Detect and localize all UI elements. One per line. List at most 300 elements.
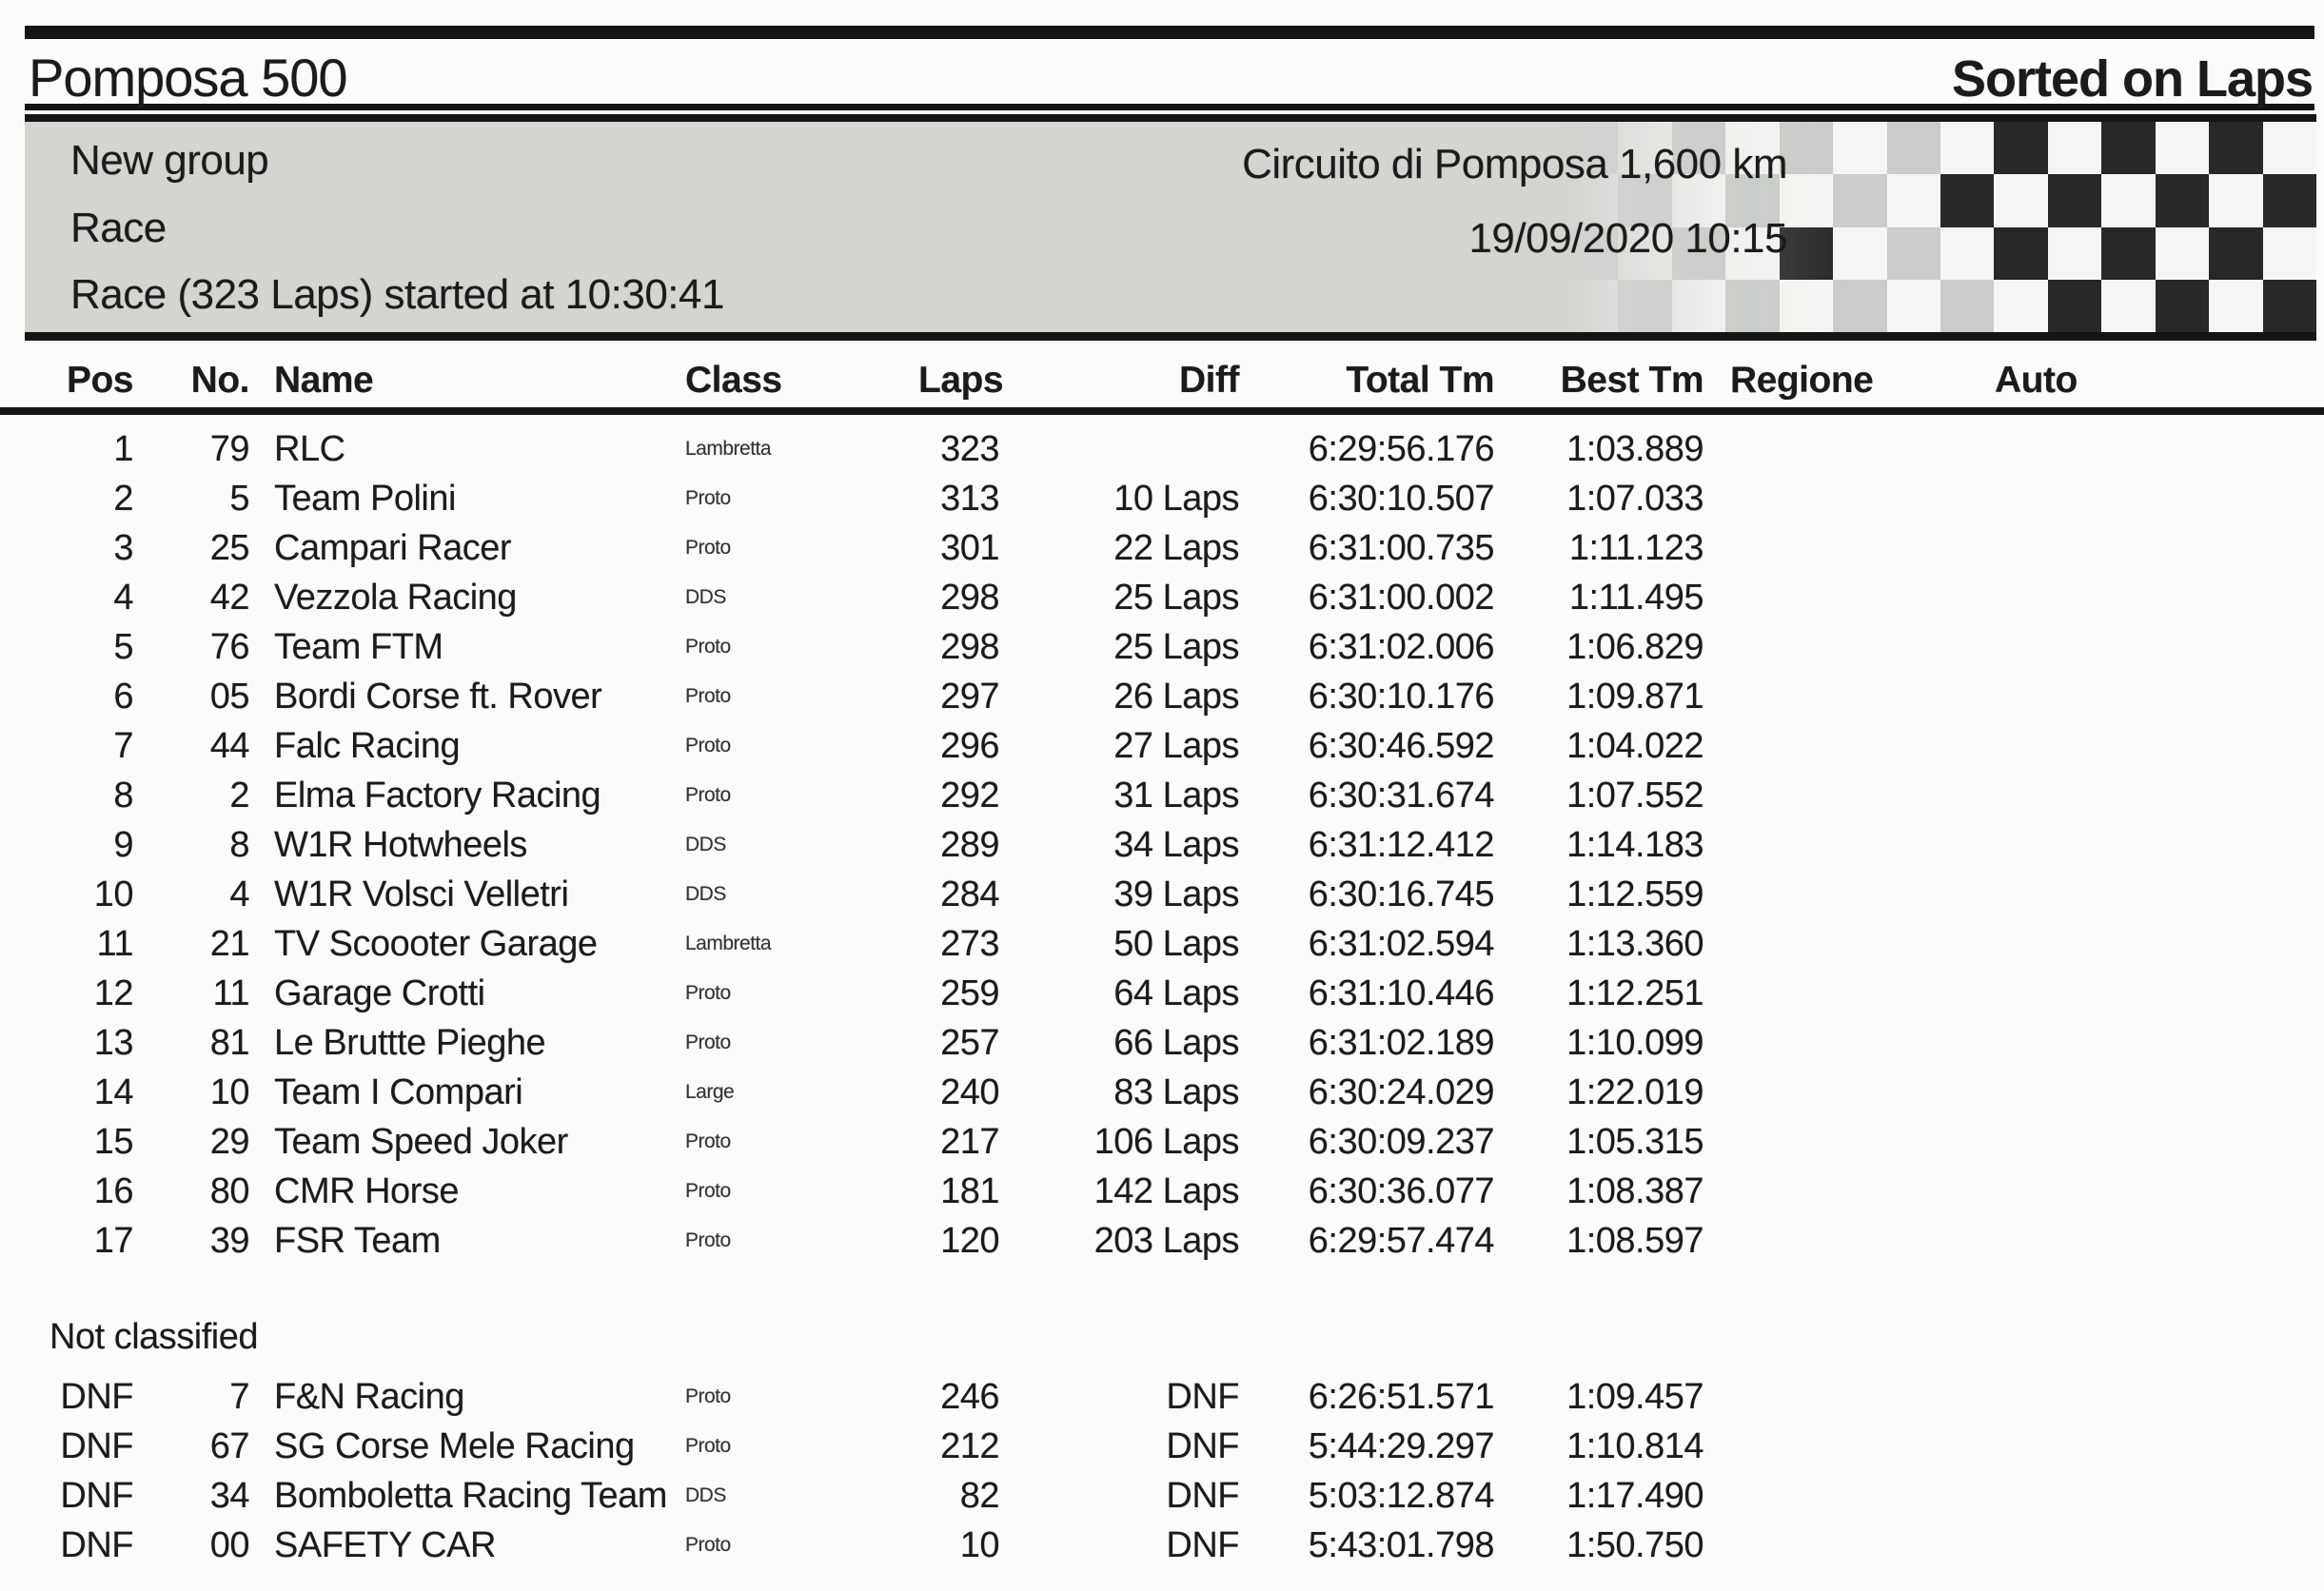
cell-total-tm: 6:29:57.474 — [1308, 1221, 1494, 1261]
cell-name: Team I Compari — [274, 1072, 523, 1112]
table-row — [0, 474, 2324, 523]
cell-laps: 181 — [940, 1171, 999, 1211]
checker-square — [1994, 122, 2047, 174]
table-row — [0, 771, 2324, 820]
cell-best-tm: 1:13.360 — [1566, 924, 1704, 964]
cell-class: Proto — [685, 1385, 731, 1407]
table-header-row — [0, 354, 2324, 415]
cell-pos: 2 — [113, 479, 133, 519]
circuit-info: Circuito di Pomposa 1,600 km — [1242, 141, 1787, 187]
checker-square — [2209, 174, 2262, 226]
cell-regione — [1704, 820, 1989, 870]
checker-square — [2156, 280, 2209, 332]
cell-total-tm: 6:30:36.077 — [1308, 1171, 1494, 1211]
cell-auto — [1989, 969, 2324, 1018]
checker-square — [2263, 122, 2316, 174]
cell-name: Falc Racing — [274, 726, 461, 766]
cell-regione — [1704, 474, 1989, 523]
cell-best-tm: 1:06.829 — [1566, 627, 1704, 667]
cell-class: Proto — [685, 636, 731, 658]
cell-laps: 246 — [940, 1377, 999, 1417]
cell-class: Proto — [685, 1180, 731, 1202]
table-row — [0, 573, 2324, 622]
checker-square — [1887, 122, 1940, 174]
cell-pos: 12 — [93, 973, 133, 1013]
checker-square — [1994, 174, 2047, 226]
cell-name: W1R Hotwheels — [274, 825, 527, 865]
table-row — [0, 1372, 2324, 1422]
col-header-pos: Pos — [66, 360, 133, 401]
cell-regione — [1704, 721, 1989, 771]
cell-laps: 296 — [940, 726, 999, 766]
cell-total-tm: 6:26:51.571 — [1308, 1377, 1494, 1417]
cell-best-tm: 1:08.597 — [1566, 1221, 1704, 1261]
checker-square — [1565, 280, 1618, 332]
table-row — [0, 622, 2324, 672]
checker-square — [1618, 280, 1671, 332]
cell-pos: DNF — [60, 1476, 133, 1516]
checker-square — [2209, 227, 2262, 280]
checker-square — [1887, 174, 1940, 226]
cell-auto — [1989, 1216, 2324, 1266]
cell-no: 79 — [209, 429, 249, 469]
cell-diff: 31 Laps — [1113, 776, 1239, 815]
cell-auto — [1989, 870, 2324, 919]
cell-laps: 82 — [959, 1476, 999, 1516]
checker-square — [1994, 227, 2047, 280]
cell-diff: 142 Laps — [1093, 1171, 1239, 1211]
cell-laps: 212 — [940, 1426, 999, 1466]
checker-square — [2209, 280, 2262, 332]
cell-best-tm: 1:11.495 — [1568, 578, 1704, 618]
cell-auto — [1989, 1018, 2324, 1068]
cell-name: Team Polini — [274, 479, 456, 519]
table-row — [0, 1471, 2324, 1521]
col-header-no-: No. — [190, 360, 249, 401]
cell-best-tm: 1:10.099 — [1566, 1023, 1704, 1063]
cell-total-tm: 5:03:12.874 — [1308, 1476, 1494, 1516]
cell-class: DDS — [685, 586, 726, 608]
cell-pos: 15 — [93, 1122, 133, 1162]
cell-diff: 106 Laps — [1093, 1122, 1239, 1162]
checker-square — [1940, 280, 1994, 332]
cell-auto — [1989, 1471, 2324, 1521]
cell-name: RLC — [274, 429, 345, 469]
cell-auto — [1989, 573, 2324, 622]
cell-pos: DNF — [60, 1525, 133, 1565]
cell-best-tm: 1:12.559 — [1566, 874, 1704, 914]
cell-class: Proto — [685, 487, 731, 509]
cell-name: Bordi Corse ft. Rover — [274, 677, 602, 717]
cell-pos: 3 — [113, 528, 133, 568]
cell-class: DDS — [685, 1484, 726, 1506]
cell-best-tm: 1:05.315 — [1566, 1122, 1704, 1162]
checker-square — [2048, 174, 2101, 226]
cell-auto — [1989, 919, 2324, 969]
cell-regione — [1704, 1521, 1989, 1570]
cell-no: 05 — [209, 677, 249, 717]
cell-laps: 240 — [940, 1072, 999, 1112]
checker-square — [1887, 280, 1940, 332]
cell-pos: 17 — [93, 1221, 133, 1261]
checker-square — [2209, 122, 2262, 174]
cell-regione — [1704, 969, 1989, 1018]
cell-regione — [1704, 424, 1989, 474]
checker-square — [1940, 122, 1994, 174]
cell-pos: 16 — [93, 1171, 133, 1211]
cell-best-tm: 1:11.123 — [1568, 528, 1704, 568]
col-header-auto: Auto — [1995, 360, 2078, 401]
cell-class: Lambretta — [685, 438, 772, 460]
cell-total-tm: 6:31:10.446 — [1308, 973, 1494, 1013]
cell-laps: 298 — [940, 578, 999, 618]
checker-square — [1672, 280, 1725, 332]
table-row — [0, 1018, 2324, 1068]
checker-square — [1833, 280, 1886, 332]
event-banner-left — [70, 137, 724, 319]
cell-no: 76 — [209, 627, 249, 667]
cell-auto — [1989, 721, 2324, 771]
cell-name: SAFETY CAR — [274, 1525, 496, 1565]
cell-class: DDS — [685, 883, 726, 905]
cell-best-tm: 1:07.033 — [1566, 479, 1704, 519]
cell-auto — [1989, 523, 2324, 573]
cell-regione — [1704, 622, 1989, 672]
checker-square — [1833, 122, 1886, 174]
cell-auto — [1989, 1068, 2324, 1117]
table-row — [0, 1521, 2324, 1570]
cell-no: 5 — [229, 479, 249, 519]
checker-square — [1833, 227, 1886, 280]
cell-regione — [1704, 1471, 1989, 1521]
cell-auto — [1989, 424, 2324, 474]
cell-diff: 22 Laps — [1113, 528, 1239, 568]
col-header-class: Class — [685, 360, 782, 401]
cell-pos: 13 — [93, 1023, 133, 1063]
cell-pos: 9 — [113, 825, 133, 865]
page-title: Pomposa 500 — [29, 48, 347, 108]
cell-diff: 66 Laps — [1113, 1023, 1239, 1063]
checker-square — [1780, 122, 1833, 174]
cell-no: 11 — [212, 973, 249, 1013]
cell-name: Le Bruttte Pieghe — [274, 1023, 546, 1063]
cell-regione — [1704, 1216, 1989, 1266]
cell-laps: 259 — [940, 973, 999, 1013]
checker-square — [2156, 174, 2209, 226]
cell-pos: 11 — [96, 924, 133, 964]
cell-diff: 50 Laps — [1113, 924, 1239, 964]
cell-regione — [1704, 870, 1989, 919]
cell-name: Team Speed Joker — [274, 1122, 568, 1162]
checker-square — [2263, 174, 2316, 226]
cell-class: Proto — [685, 1031, 731, 1053]
cell-regione — [1704, 1422, 1989, 1471]
cell-laps: 289 — [940, 825, 999, 865]
cell-best-tm: 1:03.889 — [1566, 429, 1704, 469]
cell-diff: DNF — [1166, 1525, 1239, 1565]
checker-square — [2048, 280, 2101, 332]
checker-square — [2101, 280, 2155, 332]
cell-no: 44 — [209, 726, 249, 766]
cell-laps: 257 — [940, 1023, 999, 1063]
cell-laps: 273 — [940, 924, 999, 964]
cell-total-tm: 6:31:02.006 — [1308, 627, 1494, 667]
cell-class: DDS — [685, 834, 726, 855]
cell-pos: 14 — [93, 1072, 133, 1112]
checker-square — [1725, 280, 1779, 332]
cell-regione — [1704, 573, 1989, 622]
cell-regione — [1704, 1117, 1989, 1167]
cell-regione — [1704, 1372, 1989, 1422]
cell-no: 67 — [209, 1426, 249, 1466]
cell-regione — [1704, 1068, 1989, 1117]
cell-no: 2 — [229, 776, 249, 815]
cell-laps: 323 — [940, 429, 999, 469]
cell-pos: 1 — [113, 429, 133, 469]
table-row — [0, 424, 2324, 474]
cell-total-tm: 6:30:10.507 — [1308, 479, 1494, 519]
col-header-laps: Laps — [918, 360, 1004, 401]
session-name: Race — [70, 204, 167, 251]
cell-diff: 203 Laps — [1093, 1221, 1239, 1261]
cell-laps: 301 — [940, 528, 999, 568]
cell-pos: DNF — [60, 1377, 133, 1417]
cell-diff: 39 Laps — [1113, 874, 1239, 914]
cell-auto — [1989, 672, 2324, 721]
cell-name: Garage Crotti — [274, 973, 485, 1013]
cell-auto — [1989, 1521, 2324, 1570]
cell-no: 00 — [209, 1525, 249, 1565]
cell-regione — [1704, 1167, 1989, 1216]
cell-pos: DNF — [60, 1426, 133, 1466]
cell-best-tm: 1:09.871 — [1566, 677, 1704, 717]
cell-laps: 217 — [940, 1122, 999, 1162]
cell-best-tm: 1:07.552 — [1566, 776, 1704, 815]
col-header-diff: Diff — [1179, 360, 1239, 401]
cell-name: Campari Racer — [274, 528, 512, 568]
classified-rows — [0, 424, 2324, 1266]
table-row — [0, 820, 2324, 870]
cell-name: Elma Factory Racing — [274, 776, 601, 815]
cell-pos: 5 — [113, 627, 133, 667]
checker-square — [1940, 227, 1994, 280]
table-row — [0, 672, 2324, 721]
cell-best-tm: 1:22.019 — [1566, 1072, 1704, 1112]
cell-total-tm: 6:29:56.176 — [1308, 429, 1494, 469]
cell-laps: 292 — [940, 776, 999, 815]
cell-class: Large — [685, 1081, 735, 1103]
cell-no: 81 — [209, 1023, 249, 1063]
cell-total-tm: 6:31:12.412 — [1308, 825, 1494, 865]
cell-diff: 10 Laps — [1113, 479, 1239, 519]
checker-square — [1780, 280, 1833, 332]
cell-class: Lambretta — [685, 933, 772, 954]
cell-class: Proto — [685, 784, 731, 806]
cell-class: Proto — [685, 1229, 731, 1251]
event-banner-right — [1242, 141, 1787, 263]
cell-pos: 6 — [113, 677, 133, 717]
table-row — [0, 721, 2324, 771]
cell-regione — [1704, 1018, 1989, 1068]
cell-diff: 26 Laps — [1113, 677, 1239, 717]
cell-total-tm: 6:30:31.674 — [1308, 776, 1494, 815]
cell-pos: 10 — [93, 874, 133, 914]
cell-total-tm: 6:31:00.735 — [1308, 528, 1494, 568]
checker-square — [1887, 227, 1940, 280]
cell-no: 34 — [209, 1476, 249, 1516]
table-row — [0, 1216, 2324, 1266]
cell-diff: DNF — [1166, 1476, 1239, 1516]
event-banner — [25, 114, 2316, 341]
checker-square — [1833, 174, 1886, 226]
cell-name: F&N Racing — [274, 1377, 464, 1417]
cell-name: Vezzola Racing — [274, 578, 517, 618]
table-row — [0, 969, 2324, 1018]
cell-class: Proto — [685, 1130, 731, 1152]
cell-auto — [1989, 1422, 2324, 1471]
cell-auto — [1989, 1167, 2324, 1216]
table-row — [0, 919, 2324, 969]
cell-best-tm: 1:08.387 — [1566, 1171, 1704, 1211]
cell-no: 39 — [209, 1221, 249, 1261]
cell-best-tm: 1:12.251 — [1566, 973, 1704, 1013]
table-row — [0, 1167, 2324, 1216]
top-rule — [25, 26, 2314, 39]
cell-laps: 313 — [940, 479, 999, 519]
checker-square — [2101, 174, 2155, 226]
session-datetime: 19/09/2020 10:15 — [1468, 215, 1787, 262]
cell-diff: DNF — [1166, 1426, 1239, 1466]
cell-laps: 297 — [940, 677, 999, 717]
cell-laps: 298 — [940, 627, 999, 667]
cell-total-tm: 6:30:09.237 — [1308, 1122, 1494, 1162]
cell-no: 25 — [209, 528, 249, 568]
group-name: New group — [70, 137, 269, 184]
cell-total-tm: 6:30:24.029 — [1308, 1072, 1494, 1112]
cell-total-tm: 6:30:10.176 — [1308, 677, 1494, 717]
checker-square — [2156, 227, 2209, 280]
cell-name: SG Corse Mele Racing — [274, 1426, 635, 1466]
checker-square — [1940, 174, 1994, 226]
cell-regione — [1704, 771, 1989, 820]
cell-auto — [1989, 474, 2324, 523]
cell-name: FSR Team — [274, 1221, 441, 1261]
cell-diff — [999, 424, 1239, 474]
cell-diff: DNF — [1166, 1377, 1239, 1417]
cell-class: Proto — [685, 982, 731, 1004]
cell-best-tm: 1:17.490 — [1566, 1476, 1704, 1516]
cell-best-tm: 1:10.814 — [1566, 1426, 1704, 1466]
sorted-on-label: Sorted on Laps — [1951, 50, 2313, 108]
cell-diff: 25 Laps — [1113, 627, 1239, 667]
cell-no: 8 — [229, 825, 249, 865]
cell-name: TV Scoooter Garage — [274, 924, 598, 964]
cell-regione — [1704, 672, 1989, 721]
cell-no: 7 — [229, 1377, 249, 1417]
cell-pos: 4 — [113, 578, 133, 618]
cell-pos: 7 — [113, 726, 133, 766]
table-row — [0, 870, 2324, 919]
cell-total-tm: 6:30:16.745 — [1308, 874, 1494, 914]
col-header-best-tm: Best Tm — [1560, 360, 1704, 401]
cell-auto — [1989, 771, 2324, 820]
checker-square — [2263, 227, 2316, 280]
cell-diff: 64 Laps — [1113, 973, 1239, 1013]
cell-laps: 120 — [940, 1221, 999, 1261]
cell-class: Proto — [685, 685, 731, 707]
cell-regione — [1704, 523, 1989, 573]
cell-name: Bomboletta Racing Team — [274, 1476, 667, 1516]
checker-square — [2101, 122, 2155, 174]
cell-best-tm: 1:50.750 — [1566, 1525, 1704, 1565]
not-classified-rows — [0, 1372, 2324, 1570]
cell-regione — [1704, 919, 1989, 969]
cell-laps: 284 — [940, 874, 999, 914]
cell-diff: 27 Laps — [1113, 726, 1239, 766]
table-row — [0, 1422, 2324, 1471]
not-classified-label: Not classified — [49, 1317, 258, 1357]
checker-square — [1780, 174, 1833, 226]
race-start-info: Race (323 Laps) started at 10:30:41 — [70, 271, 724, 318]
checker-square — [2156, 122, 2209, 174]
cell-auto — [1989, 622, 2324, 672]
cell-total-tm: 6:31:02.189 — [1308, 1023, 1494, 1063]
cell-class: Proto — [685, 1534, 731, 1556]
checker-square — [2048, 227, 2101, 280]
cell-diff: 34 Laps — [1113, 825, 1239, 865]
checker-square — [2101, 227, 2155, 280]
cell-total-tm: 5:44:29.297 — [1308, 1426, 1494, 1466]
title-row — [0, 39, 2324, 108]
checker-square — [1994, 280, 2047, 332]
cell-no: 4 — [229, 874, 249, 914]
results-table — [0, 354, 2324, 1570]
cell-name: W1R Volsci Velletri — [274, 874, 569, 914]
col-header-total-tm: Total Tm — [1346, 360, 1494, 401]
cell-class: Proto — [685, 537, 731, 559]
table-row — [0, 1117, 2324, 1167]
cell-best-tm: 1:04.022 — [1566, 726, 1704, 766]
cell-auto — [1989, 1372, 2324, 1422]
cell-pos: 8 — [113, 776, 133, 815]
cell-no: 42 — [209, 578, 249, 618]
cell-diff: 25 Laps — [1113, 578, 1239, 618]
cell-total-tm: 6:31:00.002 — [1308, 578, 1494, 618]
cell-total-tm: 6:31:02.594 — [1308, 924, 1494, 964]
cell-name: CMR Horse — [274, 1171, 459, 1211]
cell-best-tm: 1:09.457 — [1566, 1377, 1704, 1417]
cell-auto — [1989, 820, 2324, 870]
cell-total-tm: 5:43:01.798 — [1308, 1525, 1494, 1565]
col-header-name: Name — [274, 360, 374, 401]
checker-square — [2263, 280, 2316, 332]
table-row — [0, 523, 2324, 573]
cell-class: Proto — [685, 1435, 731, 1457]
cell-no: 80 — [209, 1171, 249, 1211]
cell-diff: 83 Laps — [1113, 1072, 1239, 1112]
checker-square — [2048, 122, 2101, 174]
cell-no: 21 — [209, 924, 249, 964]
cell-no: 29 — [209, 1122, 249, 1162]
cell-no: 10 — [209, 1072, 249, 1112]
cell-best-tm: 1:14.183 — [1566, 825, 1704, 865]
cell-laps: 10 — [959, 1525, 999, 1565]
cell-total-tm: 6:30:46.592 — [1308, 726, 1494, 766]
cell-auto — [1989, 1117, 2324, 1167]
checker-square — [1780, 227, 1833, 280]
col-header-regione: Regione — [1730, 360, 1874, 401]
table-row — [0, 1068, 2324, 1117]
